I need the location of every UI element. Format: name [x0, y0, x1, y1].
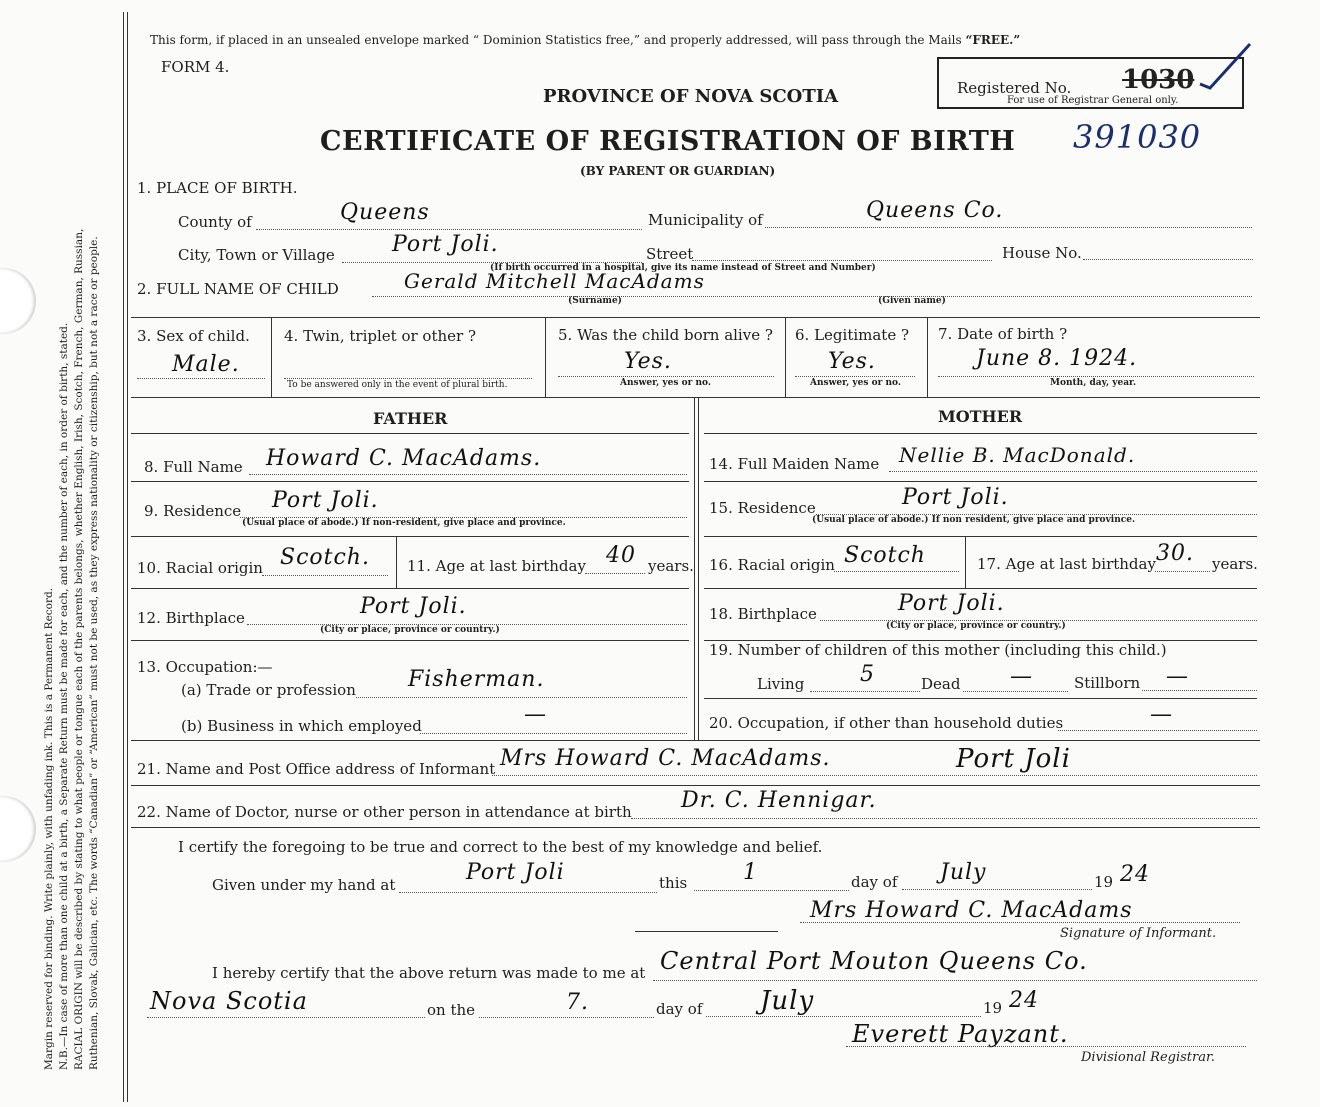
registrar-month-value: July — [760, 986, 815, 1016]
child-name-line — [372, 296, 1252, 297]
stillborn-label: Stillborn — [1074, 674, 1141, 692]
mother-name-value: Nellie B. MacDonald. — [899, 443, 1136, 467]
street-line — [692, 260, 992, 261]
informant-rule — [131, 785, 1260, 786]
day-value: 1 — [743, 860, 758, 885]
father-name-label: 8. Full Name — [144, 458, 243, 476]
signature-label: Signature of Informant. — [1060, 926, 1217, 941]
father-residence-note: (Usual place of abode.) If non-resident, give place and province. — [242, 518, 566, 528]
children-count-label: 19. Number of children of this mother (including this child.) — [709, 641, 1167, 659]
father-row5-rule — [131, 640, 689, 641]
child-name-label: 2. FULL NAME OF CHILD — [137, 280, 339, 298]
surname-note: (Surname) — [568, 296, 622, 306]
dead-value: — — [1010, 664, 1033, 689]
certify-statement: I certify the foregoing to be true and correct to the best of my knowledge and belief. — [178, 838, 823, 856]
father-birthplace-label: 12. Birthplace — [137, 609, 245, 627]
registrar-day-line — [479, 1017, 654, 1018]
sex-label: 3. Sex of child. — [137, 327, 250, 345]
mother-race-age-divider — [965, 536, 966, 588]
month-line — [902, 889, 1092, 890]
alive-value: Yes. — [624, 349, 672, 374]
row3-divider-3 — [785, 317, 786, 397]
house-number-line — [1083, 259, 1253, 260]
father-age-value: 40 — [606, 543, 636, 568]
registrar-signature-line — [846, 1046, 1246, 1047]
father-age-label: 11. Age at last birthday — [407, 557, 586, 575]
day-line — [694, 890, 849, 891]
mail-free: “FREE.” — [965, 33, 1021, 47]
parents-center-double-1 — [694, 397, 695, 740]
certificate-title: CERTIFICATE OF REGISTRATION OF BIRTH — [320, 126, 1016, 157]
mother-birthplace-value: Port Joli. — [898, 591, 1005, 616]
mother-occupation-line — [1058, 730, 1257, 731]
mother-race-label: 16. Racial origin — [709, 556, 835, 574]
municipality-line — [765, 227, 1252, 228]
registered-value: 1030 — [1122, 65, 1195, 95]
registered-label: Registered No. — [957, 79, 1072, 97]
father-residence-label: 9. Residence — [144, 502, 242, 520]
county-value: Queens — [340, 200, 430, 225]
father-row3-rule — [131, 536, 689, 537]
legitimate-value: Yes. — [828, 349, 876, 374]
hospital-note: (If birth occurred in a hospital, give its name instead of Street and Number) — [490, 263, 876, 273]
row3-top-rule — [131, 317, 1260, 318]
registrar-place2-line — [147, 1017, 425, 1018]
on-the-label: on the — [427, 1001, 476, 1019]
given-place-line — [399, 892, 657, 893]
father-name-line — [249, 474, 687, 475]
registrar-signature: Everett Payzant. — [852, 1020, 1069, 1048]
mother-row3-rule — [704, 536, 1257, 537]
mother-age-unit: years. — [1212, 555, 1258, 573]
father-race-age-divider — [396, 536, 397, 588]
registered-note: For use of Registrar General only. — [1007, 95, 1179, 106]
father-name-value: Howard C. MacAdams. — [266, 446, 542, 471]
legitimate-line — [795, 376, 915, 377]
sidebar-notes — [0, 0, 130, 1070]
stillborn-line — [1142, 690, 1257, 691]
alive-note: Answer, yes or no. — [620, 378, 711, 388]
alive-label: 5. Was the child born alive ? — [558, 326, 773, 344]
given-name-note: (Given name) — [878, 296, 946, 306]
mother-row6-rule — [704, 698, 1257, 699]
dob-line — [938, 376, 1254, 377]
municipality-label: Municipality of — [648, 211, 763, 229]
registrar-place2-value: Nova Scotia — [150, 987, 308, 1015]
mother-birthplace-note: (City or place, province or country.) — [886, 621, 1066, 631]
certificate-subtitle: (BY PARENT OR GUARDIAN) — [580, 164, 776, 178]
informant-address-value: Port Joli — [956, 744, 1071, 774]
row3-divider-2 — [545, 317, 546, 397]
business-label: (b) Business in which employed — [181, 717, 422, 735]
father-residence-value: Port Joli. — [272, 488, 379, 513]
dob-note: Month, day, year. — [1050, 378, 1137, 388]
mother-birthplace-label: 18. Birthplace — [709, 605, 817, 623]
doctor-value: Dr. C. Hennigar. — [681, 788, 877, 813]
row3-divider-1 — [271, 317, 272, 397]
twin-label: 4. Twin, triplet or other ? — [284, 327, 476, 345]
informant-label: 21. Name and Post Office address of Informant — [137, 760, 496, 778]
registrar-day-value: 7. — [566, 990, 589, 1015]
registrar-year-value: 24 — [1009, 988, 1039, 1013]
registrar-place-line — [653, 980, 1257, 981]
informant-signature-line — [800, 922, 1240, 923]
trade-value: Fisherman. — [408, 667, 545, 692]
sidebar-line-3: RACIAL ORIGIN will be described by stating to what people or tongue each of the parents belongs, whether English, Irish, Scotch, French, German, Russian, — [73, 228, 85, 1070]
mail-notice — [150, 33, 1020, 47]
registrar-title: Divisional Registrar. — [1081, 1050, 1215, 1065]
municipality-value: Queens Co. — [866, 198, 1004, 223]
street-label: Street — [646, 245, 694, 263]
dob-label: 7. Date of birth ? — [938, 325, 1068, 343]
living-value: 5 — [860, 662, 875, 687]
father-heading: FATHER — [373, 409, 448, 428]
mother-occupation-value: — — [1150, 702, 1173, 727]
county-label: County of — [178, 213, 252, 231]
informant-name-value: Mrs Howard C. MacAdams. — [500, 746, 831, 771]
mother-name-label: 14. Full Maiden Name — [709, 455, 880, 473]
sex-value: Male. — [172, 352, 240, 377]
registrar-statement: I hereby certify that the above return was made to me at — [212, 964, 646, 982]
legitimate-label: 6. Legitimate ? — [795, 326, 910, 344]
twin-line — [284, 378, 532, 379]
father-row2-rule — [131, 481, 689, 482]
check-mark-icon — [1196, 38, 1256, 98]
mother-residence-label: 15. Residence — [709, 499, 816, 517]
child-name-value: Gerald Mitchell MacAdams — [404, 269, 705, 293]
place-heading: 1. PLACE OF BIRTH. — [137, 179, 298, 197]
trade-line — [356, 697, 687, 698]
dead-line — [963, 691, 1068, 692]
father-row4-rule — [131, 588, 689, 589]
father-race-label: 10. Racial origin — [137, 559, 263, 577]
alive-line — [558, 376, 774, 377]
twin-note: To be answered only in the event of plural birth. — [287, 380, 508, 390]
trade-label: (a) Trade or profession — [181, 681, 356, 699]
stillborn-value: — — [1166, 664, 1189, 689]
mother-residence-value: Port Joli. — [902, 485, 1009, 510]
city-value: Port Joli. — [392, 232, 499, 257]
mother-occupation-label: 20. Occupation, if other than household duties — [709, 714, 1064, 732]
sidebar-line-1: Margin reserved for binding. Write plainly, with unfading ink. This is a Permanent Record. — [43, 587, 55, 1070]
registrar-year-prefix: 19 — [983, 999, 1003, 1017]
mother-residence-note: (Usual place of abode.) If non resident, give place and province. — [812, 515, 1136, 525]
registrar-month-line — [706, 1016, 981, 1017]
registrar-day-of-label: day of — [656, 1000, 703, 1018]
occupation-label: 13. Occupation:— — [137, 658, 273, 676]
sidebar-line-2: N.B.—In case of more than one child at a birth, a Separate Return must be made for each, and the number of each, in order of birth, stated. — [58, 322, 70, 1070]
father-race-line — [262, 575, 388, 576]
dob-value: June 8. 1924. — [976, 346, 1138, 371]
margin-rule-outer — [123, 12, 124, 1102]
mother-row1-rule — [704, 433, 1257, 434]
given-label: Given under my hand at — [212, 876, 396, 894]
row3-divider-4 — [927, 317, 928, 397]
business-line — [420, 733, 687, 734]
legitimate-note: Answer, yes or no. — [810, 378, 901, 388]
informant-line — [492, 775, 1257, 776]
father-row1-rule — [131, 433, 689, 434]
mother-row2-rule — [704, 481, 1257, 482]
row3-bottom-rule — [131, 397, 1260, 398]
father-age-line — [585, 573, 645, 574]
city-label: City, Town or Village — [178, 246, 335, 264]
business-value: — — [524, 702, 547, 727]
mother-race-line — [834, 571, 959, 572]
mail-notice-text: This form, if placed in an unsealed envelope marked “ Dominion Statistics free,” and properly addressed, will pass through the Mails — [150, 33, 962, 47]
year-prefix: 19 — [1094, 873, 1114, 891]
handwritten-registration-number: 391030 — [1073, 118, 1202, 156]
given-place-value: Port Joli — [466, 860, 565, 885]
county-line — [256, 229, 642, 230]
living-label: Living — [757, 675, 805, 693]
mother-heading: MOTHER — [938, 407, 1023, 426]
parents-center-double-2 — [698, 397, 699, 740]
house-number-label: House No. — [1002, 244, 1082, 262]
day-of-label: day of — [851, 873, 898, 891]
sex-line — [137, 378, 265, 379]
mother-row4-rule — [704, 588, 1257, 589]
mother-age-value: 30. — [1156, 541, 1194, 566]
dead-label: Dead — [921, 675, 961, 693]
living-line — [810, 691, 920, 692]
doctor-line — [631, 818, 1257, 819]
mother-race-value: Scotch — [844, 543, 926, 568]
month-value: July — [940, 860, 987, 885]
father-birthplace-note: (City or place, province or country.) — [320, 625, 500, 635]
province-title: PROVINCE OF NOVA SCOTIA — [543, 86, 839, 107]
mother-name-line — [889, 471, 1257, 472]
doctor-label: 22. Name of Doctor, nurse or other person in attendance at birth — [137, 803, 632, 821]
year-value: 24 — [1120, 862, 1150, 887]
informant-signature: Mrs Howard C. MacAdams — [810, 898, 1133, 923]
mother-age-label: 17. Age at last birthday — [977, 555, 1156, 573]
doctor-rule — [131, 827, 1260, 828]
form-number: FORM 4. — [161, 58, 230, 76]
registrar-place-value: Central Port Mouton Queens Co. — [660, 947, 1088, 975]
mother-age-line — [1155, 571, 1210, 572]
this-label: this — [659, 874, 688, 892]
parents-bottom-rule — [131, 740, 1260, 741]
margin-rule-inner — [127, 12, 128, 1102]
sidebar-line-4: Ruthenian, Slovak, Galician, etc. The words “Canadian” or “American” must not be used, as they express nationality or citizenship, but not a race or people. — [88, 236, 100, 1070]
father-birthplace-value: Port Joli. — [360, 594, 467, 619]
signature-blank-line — [635, 931, 778, 932]
father-age-unit: years. — [648, 557, 694, 575]
father-race-value: Scotch. — [280, 545, 370, 570]
